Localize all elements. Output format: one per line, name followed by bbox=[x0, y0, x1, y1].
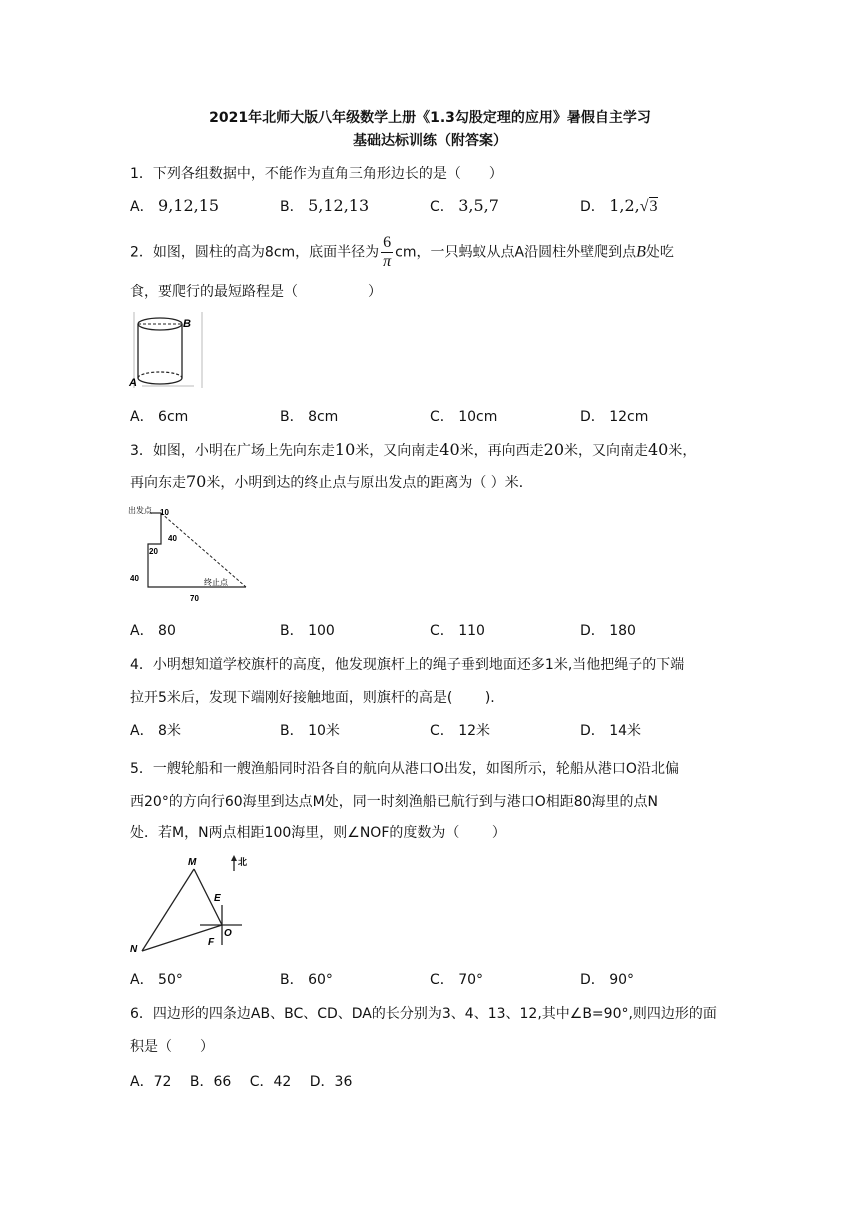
north-label: 北 bbox=[238, 857, 248, 867]
q5-option-a: A． 50° bbox=[130, 972, 183, 988]
point-b-label: B bbox=[183, 318, 191, 330]
length-10-label: 10 bbox=[160, 508, 169, 517]
length-40a-label: 40 bbox=[168, 534, 177, 543]
q4-option-b: B． 10米 bbox=[280, 723, 340, 739]
question-2-stem-line2: 食，要爬行的最短路程是（ ） bbox=[130, 284, 382, 300]
q3-option-a: A． 80 bbox=[130, 623, 176, 639]
q3-option-c: C． 110 bbox=[430, 623, 485, 639]
q4-option-c: C． 12米 bbox=[430, 723, 491, 739]
question-3-stem-line2: 再向东走70米，小明到达的终止点与原出发点的距离为（ ）米． bbox=[130, 472, 533, 491]
point-m-label: M bbox=[188, 857, 197, 868]
question-3-stem-line1: 3．如图，小明在广场上先向东走10米，又向南走40米，再向西走20米，又向南走40米， bbox=[130, 440, 697, 459]
point-n-label: N bbox=[130, 944, 138, 955]
length-20-label: 20 bbox=[149, 547, 158, 556]
q5-option-b: B． 60° bbox=[280, 972, 333, 988]
q2-option-a: A． 6cm bbox=[130, 409, 189, 425]
q2-option-d: D． 12cm bbox=[580, 409, 649, 425]
length-40b-label: 40 bbox=[130, 574, 139, 583]
question-5-stem-line1: 5．一艘轮船和一艘渔船同时沿各自的航向从港口O出发，如图所示，轮船从港口O沿北偏 bbox=[130, 761, 679, 777]
question-4-stem-line2: 拉开5米后，发现下端刚好接触地面，则旗杆的高是( ). bbox=[130, 690, 495, 706]
question-5-stem-line2: 西20°的方向行60海里到达点M处，同一时刻渔船已航行到与港口O相距80海里的点N bbox=[130, 794, 659, 810]
length-70-label: 70 bbox=[190, 594, 199, 603]
q1-option-c: C． 3,5,7 bbox=[430, 196, 499, 215]
fraction-6-over-pi: $\frac{6}{\pi}$ bbox=[383, 234, 392, 270]
q3-option-d: D． 180 bbox=[580, 623, 636, 639]
question-6-stem-line1: 6．四边形的四条边AB、BC、CD、DA的长分别为3、4、13、12,其中∠B=90°,则四边形的面 bbox=[130, 1006, 717, 1022]
end-point-label: 终止点 bbox=[204, 578, 228, 587]
question-2-stem-line1: 2．如图，圆柱的高为8cm，底面半径为 $\frac{6}{\pi}$ cm，一只蚂蚁从点A沿圆柱外壁爬到点B处吃 bbox=[130, 234, 674, 270]
question-4-stem-line1: 4．小明想知道学校旗杆的高度，他发现旗杆上的绳子垂到地面还多1米,当他把绳子的下端 bbox=[130, 657, 685, 673]
q3-option-b: B． 100 bbox=[280, 623, 335, 639]
question-6-stem-line2: 积是（ ） bbox=[130, 1039, 214, 1055]
document-title: 2021年北师大版八年级数学上册《1.3勾股定理的应用》暑假自主学习 bbox=[209, 110, 651, 126]
navigation-figure bbox=[128, 853, 254, 957]
start-point-label: 出发点 bbox=[128, 506, 152, 515]
q6-options: A．72 B．66 C．42 D．36 bbox=[130, 1074, 353, 1090]
q4-option-a: A． 8米 bbox=[130, 723, 181, 739]
q5-option-d: D． 90° bbox=[580, 972, 635, 988]
q2-option-b: B． 8cm bbox=[280, 409, 339, 425]
sqrt-symbol: √3 bbox=[639, 198, 658, 215]
point-o-label: O bbox=[224, 928, 232, 939]
question-5-stem-line3: 处．若M，N两点相距100海里，则∠NOF的度数为（ ） bbox=[130, 825, 506, 841]
point-a-label: A bbox=[129, 377, 137, 389]
point-f-label: F bbox=[208, 937, 215, 948]
document-subtitle: 基础达标训练（附答案） bbox=[353, 133, 507, 149]
walking-path-figure bbox=[128, 503, 252, 607]
point-e-label: E bbox=[214, 893, 221, 904]
q1-option-d: D． 1,2,√3 bbox=[580, 196, 658, 215]
q4-option-d: D． 14米 bbox=[580, 723, 642, 739]
q5-option-c: C． 70° bbox=[430, 972, 484, 988]
cylinder-figure bbox=[128, 308, 208, 392]
q1-option-b: B． 5,12,13 bbox=[280, 196, 370, 215]
q1-option-a: A． 9,12,15 bbox=[130, 196, 220, 215]
question-1-stem: 1．下列各组数据中，不能作为直角三角形边长的是（ ） bbox=[130, 166, 503, 182]
q2-option-c: C． 10cm bbox=[430, 409, 498, 425]
